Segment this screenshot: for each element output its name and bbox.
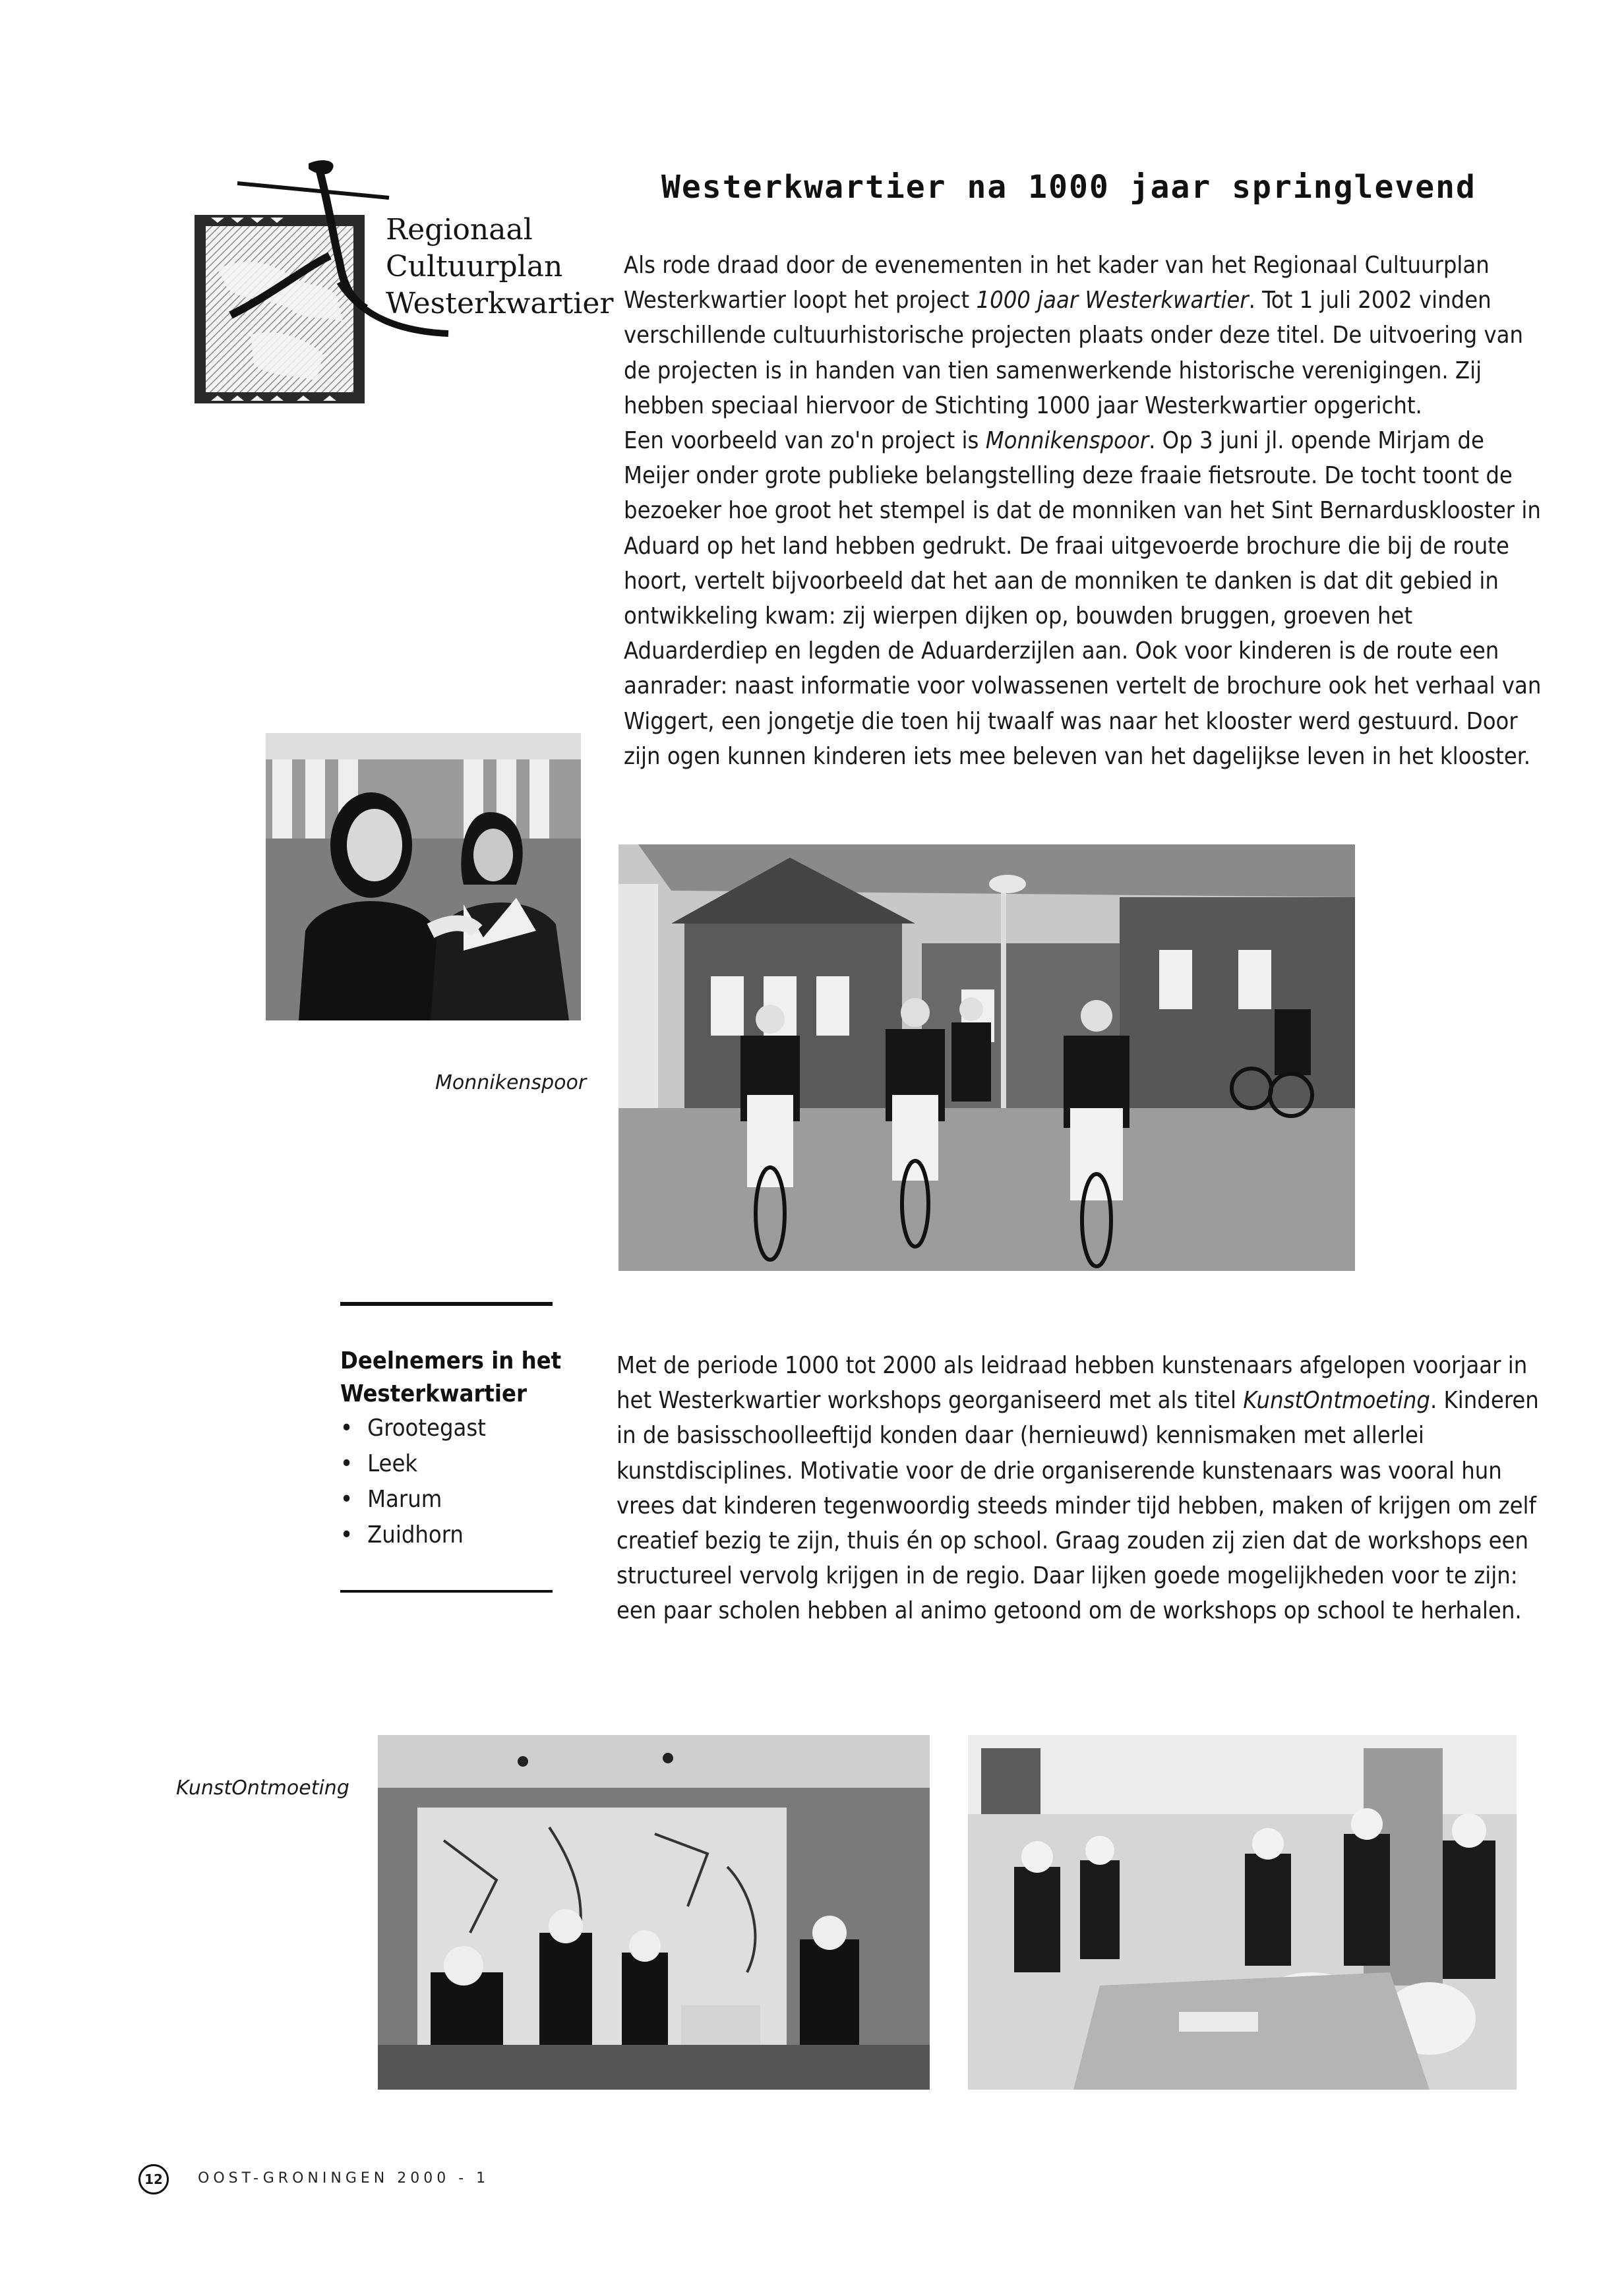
photo-monks-cycling [618,844,1355,1271]
sidebar-title: Deelnemers in het Westerkwartier [340,1347,562,1407]
list-item: • Grootegast [340,1411,604,1446]
list-item: • Marum [340,1482,604,1517]
article-headline: Westerkwartier na 1000 jaar springlevend [661,169,1476,206]
photo-kunstontmoeting-music [968,1735,1517,2090]
project-title-italic: 1000 jaar Westerkwartier [976,287,1249,314]
logo-line-westerkwartier: Westerkwartier [386,287,614,320]
logo-line-cultuurplan: Cultuurplan [386,250,563,283]
paragraph-intro [624,248,1547,423]
monnikenspoor-italic: Monnikenspoor [985,427,1149,455]
page-number-badge: 12 [138,2164,169,2194]
cultuurplan-logo [191,157,614,407]
participants-sidebar [340,1345,604,1553]
magazine-title: OOST-GRONINGEN 2000 - 1 [198,2170,490,2187]
text-run: . Kinderen in de basisschoolleeftijd konden daar (hernieuwd) kennismaken met allerlei kunstdisciplines. Motivatie voor de drie organiserende kunstenaars was vooral hun vrees dat kinderen tegenwoordig steeds minder tijd hebben, maken of krijgen om zelf creatief bezig te zijn, thuis én op school. Graag zouden zij zien dat de workshops een structureel vervolg krijgen in de regio. Daar lijken goede mogelijkheden voor te zijn: een paar scholen hebben al animo getoond om de workshops op school te herhalen. [617,1387,1539,1625]
logo-line-regionaal: Regionaal [386,213,533,247]
caption-monnikenspoor: Monnikenspoor [435,1071,587,1094]
text-run: Als rode draad door de evenementen in het kader van het Regionaal Cultuurplan Westerkwartier loopt het project [624,252,1490,314]
paragraph-kunstontmoeting [617,1348,1553,1629]
text-run: Een voorbeeld van zo'n project is [624,427,986,455]
sidebar-divider-bottom [340,1590,553,1593]
kunstontmoeting-italic: KunstOntmoeting [1243,1387,1430,1415]
sidebar-divider-top [340,1302,553,1306]
photo-kunstontmoeting-painting [378,1735,930,2090]
photo-monks-portrait [266,733,581,1020]
text-run: . Tot 1 juli 2002 vinden verschillende cultuurhistorische projecten plaats onder deze titel. De uitvoering van de projecten is in handen van tien samenwerkende historische verenigingen. Zij hebben speciaal hiervoor de Stichting 1000 jaar Westerkwartier opgericht. [624,287,1523,419]
article-body-2 [617,1348,1553,1629]
list-item: • Leek [340,1446,604,1482]
paragraph-monnikenspoor [624,423,1547,774]
text-run: . Op 3 juni jl. opende Mirjam de Meijer onder grote publieke belangstelling deze fraaie fietsroute. De tocht toont de bezoeker hoe groot het stempel is dat de monniken van het Sint Bernardusklooster in Aduard op het land hebben gedrukt. De fraai uitgevoerde brochure die bij de route hoort, vertelt bijvoorbeeld dat het aan de monniken te danken is dat dit gebied in ontwikkeling kwam: zij wierpen dijken op, bouwden bruggen, groeven het Aduarderdiep en legden de Aduarderzijlen aan. Ook voor kinderen is de route een aanrader: naast informatie voor volwassenen vertelt de brochure ook het verhaal van Wiggert, een jongetje die toen hij twaalf was naar het klooster werd gestuurd. Door zijn ogen kunnen kinderen iets mee beleven van het dagelijkse leven in het klooster. [624,427,1542,770]
list-item: • Zuidhorn [340,1517,604,1553]
participants-list [340,1411,604,1553]
text-run: Met de periode 1000 tot 2000 als leidraad hebben kunstenaars afgelopen voorjaar in het Westerkwartier workshops georganiseerd met als titel [617,1352,1528,1415]
article-body-1 [624,248,1547,774]
caption-kunstontmoeting: KunstOntmoeting [176,1777,349,1800]
